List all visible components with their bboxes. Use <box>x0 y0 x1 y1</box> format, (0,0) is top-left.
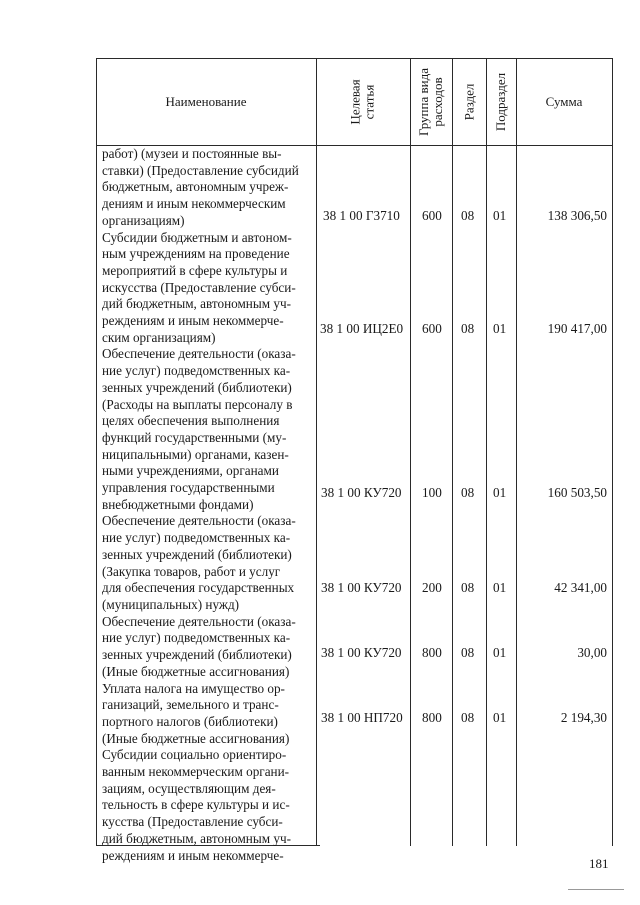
row-name-line: (Иные бюджетные ассигнования) <box>102 663 290 679</box>
footer-rule <box>568 889 624 890</box>
header-amount <box>516 58 612 145</box>
row-group: 100 <box>422 485 442 500</box>
row-name-line: портного налогов (библиотеки) <box>102 713 278 729</box>
row-amount: 190 417,00 <box>547 321 607 336</box>
row-subsection: 01 <box>493 208 507 223</box>
col-border-code <box>410 58 411 846</box>
row-name-line: ским организациям) <box>102 329 216 345</box>
header-amount-label: Сумма <box>545 94 583 109</box>
row-name-line: реждениям и иным некоммерче- <box>102 847 284 863</box>
row-section: 08 <box>461 208 475 223</box>
col-border-group <box>452 58 453 846</box>
row-section: 08 <box>461 485 475 500</box>
name-column <box>102 146 311 864</box>
row-code: 38 1 00 Г3710 <box>323 208 400 223</box>
row-name-line: реждениям и иным некоммерче- <box>102 313 284 329</box>
row-name-line: Обеспечение деятельности (оказа- <box>102 613 296 629</box>
row-group: 200 <box>422 580 442 595</box>
header-expense-group-line2: расходов <box>430 76 446 127</box>
row-name-1 <box>102 230 311 347</box>
row-subsection: 01 <box>493 485 507 500</box>
row-name-line: ние услуг) подведомственных ка- <box>102 363 291 379</box>
header-expense-group-line1: Группа вида <box>416 67 432 136</box>
row-name-line: зенных учреждений (библиотеки) <box>102 379 292 395</box>
row-amount: 30,00 <box>577 645 607 660</box>
row-name-line: ние услуг) подведомственных ка- <box>102 530 291 546</box>
row-subsection: 01 <box>493 580 507 595</box>
header-subsection <box>486 58 516 145</box>
row-name-2 <box>102 346 311 513</box>
row-name-line: ставки) (Предоставление субсидий <box>102 162 299 178</box>
row-amount: 42 341,00 <box>554 580 607 595</box>
row-section: 08 <box>461 645 475 660</box>
row-name-line: управления государственными <box>102 480 275 496</box>
row-name-line: (Иные бюджетные ассигнования) <box>102 730 290 746</box>
row-subsection: 01 <box>493 645 507 660</box>
row-name-line: ванным некоммерческим органи- <box>102 764 290 780</box>
row-name-line: Уплата налога на имущество ор- <box>102 680 285 696</box>
row-name-line: ниципальными) органами, казен- <box>102 446 289 462</box>
row-name-3 <box>102 513 311 613</box>
header-section <box>452 58 486 145</box>
row-name-line: целях обеспечения выполнения <box>102 413 280 429</box>
row-name-line: ными учреждениями, органами <box>102 463 279 479</box>
row-name-line: зациям, осуществляющим дея- <box>102 780 276 796</box>
row-name-line: для обеспечения государственных <box>102 580 295 596</box>
row-amount: 160 503,50 <box>547 485 607 500</box>
row-group: 600 <box>422 321 442 336</box>
row-name-line: ние услуг) подведомственных ка- <box>102 630 291 646</box>
row-name-line: (муниципальных) нужд) <box>102 596 240 612</box>
row-amount: 2 194,30 <box>560 710 607 725</box>
row-name-4 <box>102 614 311 681</box>
col-border-section <box>486 58 487 846</box>
row-name-line: зенных учреждений (библиотеки) <box>102 546 292 562</box>
row-name-line: кусства (Предоставление субси- <box>102 814 283 830</box>
row-name-6 <box>102 747 311 864</box>
row-section: 08 <box>461 321 475 336</box>
row-name-line: Субсидии бюджетным и автоном- <box>102 229 292 245</box>
row-name-line: функций государственными (му- <box>102 429 287 445</box>
header-expense-group <box>410 58 452 145</box>
row-name-line: ным учреждениям на проведение <box>102 246 290 262</box>
row-name-line: организациям) <box>102 212 185 228</box>
row-name-line: внебюджетными фондами) <box>102 496 254 512</box>
row-subsection: 01 <box>493 710 507 725</box>
row-subsection: 01 <box>493 321 507 336</box>
row-name-line: (Закупка товаров, работ и услуг <box>102 563 281 579</box>
header-name <box>96 58 316 145</box>
row-name-line: тельность в сфере культуры и ис- <box>102 797 290 813</box>
col-border-right <box>612 58 613 846</box>
row-group: 800 <box>422 645 442 660</box>
row-name-line: бюджетным, автономным учреж- <box>102 179 289 195</box>
row-code: 38 1 00 НП720 <box>321 710 403 725</box>
row-name-line: дий бюджетным, автономным уч- <box>102 830 291 846</box>
row-group: 600 <box>422 208 442 223</box>
row-name-line: дениям и иным некоммерческим <box>102 196 286 212</box>
col-border-subsection <box>516 58 517 846</box>
header-subsection-label: Подраздел <box>493 72 509 131</box>
col-border-name <box>316 58 317 846</box>
row-amount: 138 306,50 <box>547 208 607 223</box>
row-section: 08 <box>461 710 475 725</box>
row-name-line: Субсидии социально ориентиро- <box>102 747 287 763</box>
row-code: 38 1 00 ИЦ2Е0 <box>320 321 404 336</box>
row-name-line: работ) (музеи и постоянные вы- <box>102 146 282 161</box>
row-name-line: (Расходы на выплаты персоналу в <box>102 396 293 412</box>
row-name-line: искусства (Предоставление субси- <box>102 279 296 295</box>
header-target-article <box>316 58 410 145</box>
header-target-article-line1: Целевая <box>347 78 363 125</box>
row-name-line: мероприятий в сфере культуры и <box>102 262 288 278</box>
row-name-line: Обеспечение деятельности (оказа- <box>102 346 296 362</box>
header-section-label: Раздел <box>461 83 476 120</box>
row-section: 08 <box>461 580 475 595</box>
row-code: 38 1 00 КУ720 <box>321 580 402 595</box>
row-name-line: Обеспечение деятельности (оказа- <box>102 513 296 529</box>
header-name-label: Наименование <box>165 94 247 109</box>
col-border-left <box>96 58 97 846</box>
row-name-line: зенных учреждений (библиотеки) <box>102 647 292 663</box>
header-target-article-line2: статья <box>361 84 377 119</box>
row-name-5 <box>102 681 311 748</box>
row-code: 38 1 00 КУ720 <box>321 485 402 500</box>
row-group: 800 <box>422 710 442 725</box>
row-name-0 <box>102 146 311 230</box>
page-number: 181 <box>589 856 609 871</box>
row-name-line: ганизаций, земельного и транс- <box>102 697 279 713</box>
row-code: 38 1 00 КУ720 <box>321 645 402 660</box>
row-name-line: дий бюджетным, автономным уч- <box>102 296 291 312</box>
